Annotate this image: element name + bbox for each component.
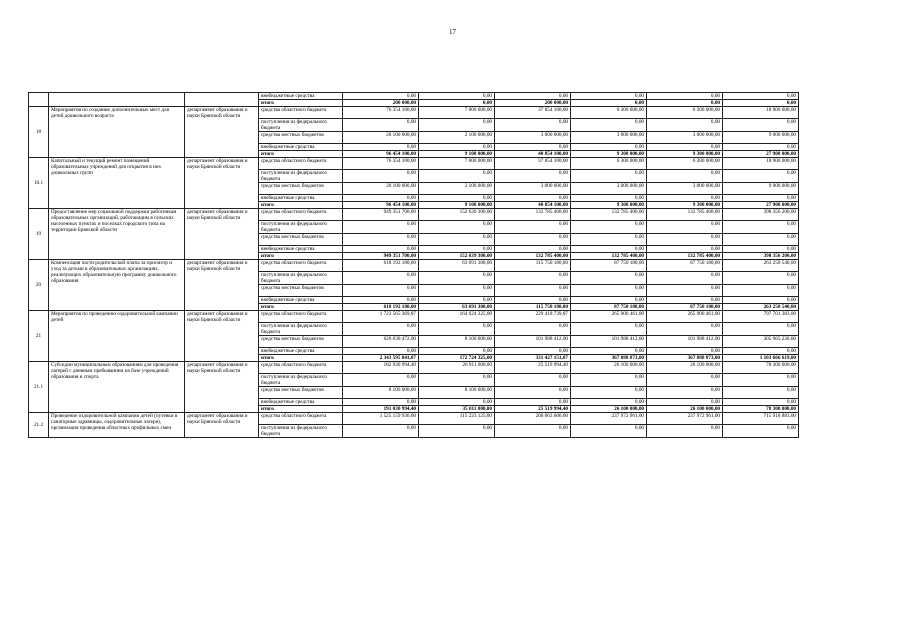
amount-cell: 0,00 xyxy=(647,246,723,253)
amount-cell: 0,00 xyxy=(495,246,571,253)
amount-cell: 715 918 883,00 xyxy=(723,413,799,425)
amount-cell: 0,00 xyxy=(419,246,495,253)
executor-cell xyxy=(185,93,259,107)
amount-cell: 0,00 xyxy=(647,272,723,285)
amount-cell: 9 100 000,00 xyxy=(419,151,495,158)
item-number-cell: 21.1 xyxy=(29,362,49,413)
amount-cell: 9 300 000,00 xyxy=(647,202,723,209)
amount-cell: 0,00 xyxy=(571,100,647,107)
amount-cell: 367 888 873,00 xyxy=(647,355,723,362)
amount-cell: 265 900 461,00 xyxy=(647,311,723,323)
amount-cell: 87 750 180,00 xyxy=(647,260,723,272)
amount-cell: 182 930 994,40 xyxy=(343,362,419,374)
amount-cell: 26 911 000,00 xyxy=(419,362,495,374)
funding-source-cell: итого xyxy=(259,100,343,107)
amount-cell: 0,00 xyxy=(495,323,571,336)
amount-cell: 132 785 400,00 xyxy=(495,209,571,221)
amount-cell: 6 300 000,00 xyxy=(571,158,647,170)
amount-cell: 37 854 100,00 xyxy=(495,158,571,170)
amount-cell: 0,00 xyxy=(571,323,647,336)
amount-cell: 0,00 xyxy=(571,246,647,253)
amount-cell: 0,00 xyxy=(495,234,571,246)
amount-cell: 0,00 xyxy=(419,285,495,297)
amount-cell: 0,00 xyxy=(571,285,647,297)
amount-cell: 0,00 xyxy=(647,348,723,355)
amount-cell: 164 624 325,00 xyxy=(419,311,495,323)
funding-source-cell: поступления из федерального бюджета xyxy=(259,323,343,336)
item-number-cell: 19 xyxy=(29,209,49,260)
funding-source-cell: средства местных бюджетов xyxy=(259,234,343,246)
amount-cell: 797 701 383,00 xyxy=(723,311,799,323)
amount-cell: 0,00 xyxy=(419,348,495,355)
executor-cell: департамент образования и науки Брянской области xyxy=(185,311,259,362)
amount-cell: 0,00 xyxy=(419,323,495,336)
item-name-cell: Компенсация части родительской платы за присмотр и уход за детьми в образовательных организациях, реализующих образовательную программу дошкольного образования xyxy=(49,260,185,311)
amount-cell: 0,00 xyxy=(343,272,419,285)
amount-cell: 620 030 472,00 xyxy=(343,336,419,348)
amount-cell: 1 723 565 369,87 xyxy=(343,311,419,323)
budget-table xyxy=(28,92,799,438)
amount-cell: 26 100 000,00 xyxy=(571,406,647,413)
amount-cell: 0,00 xyxy=(723,195,799,202)
amount-cell: 0,00 xyxy=(419,221,495,234)
amount-cell: 0,00 xyxy=(723,170,799,183)
funding-source-cell: средства местных бюджетов xyxy=(259,132,343,144)
amount-cell: 0,00 xyxy=(495,170,571,183)
funding-source-cell: поступления из федерального бюджета xyxy=(259,221,343,234)
amount-cell: 132 785 400,00 xyxy=(647,253,723,260)
amount-cell: 0,00 xyxy=(723,348,799,355)
amount-cell: 0,00 xyxy=(647,323,723,336)
amount-cell: 8 100 000,00 xyxy=(419,387,495,399)
table-row xyxy=(29,107,799,119)
amount-cell: 0,00 xyxy=(419,297,495,304)
amount-cell: 18 900 000,00 xyxy=(723,158,799,170)
amount-cell: 7 000 000,00 xyxy=(419,107,495,119)
amount-cell: 132 785 400,00 xyxy=(571,209,647,221)
amount-cell: 0,00 xyxy=(495,399,571,406)
item-number-cell: 20 xyxy=(29,260,49,311)
amount-cell: 0,00 xyxy=(571,170,647,183)
amount-cell: 0,00 xyxy=(343,144,419,151)
item-number-cell xyxy=(29,93,49,107)
amount-cell: 0,00 xyxy=(571,195,647,202)
amount-cell: 0,00 xyxy=(343,285,419,297)
funding-source-cell: средства местных бюджетов xyxy=(259,387,343,399)
amount-cell: 9 300 000,00 xyxy=(571,151,647,158)
executor-cell: департамент образования и науки Брянской области xyxy=(185,362,259,413)
amount-cell: 0,00 xyxy=(723,246,799,253)
amount-cell: 0,00 xyxy=(647,170,723,183)
amount-cell: 7 000 000,00 xyxy=(419,158,495,170)
funding-source-cell: средства областного бюджета xyxy=(259,311,343,323)
amount-cell: 305 965 236,00 xyxy=(723,336,799,348)
amount-cell: 398 356 200,00 xyxy=(723,209,799,221)
amount-cell: 26 100 000,00 xyxy=(647,362,723,374)
amount-cell: 9 300 000,00 xyxy=(647,151,723,158)
amount-cell: 0,00 xyxy=(647,100,723,107)
amount-cell: 0,00 xyxy=(495,425,571,438)
amount-cell: 0,00 xyxy=(723,285,799,297)
amount-cell: 331 427 151,87 xyxy=(495,355,571,362)
amount-cell: 3 000 000,00 xyxy=(647,132,723,144)
amount-cell: 87 750 180,00 xyxy=(647,304,723,311)
amount-cell: 0,00 xyxy=(495,195,571,202)
executor-cell: департамент образования и науки Брянской области xyxy=(185,209,259,260)
amount-cell: 8 100 000,00 xyxy=(343,387,419,399)
funding-source-cell: поступления из федерального бюджета xyxy=(259,374,343,387)
amount-cell: 0,00 xyxy=(571,348,647,355)
amount-cell: 87 750 180,00 xyxy=(571,260,647,272)
amount-cell: 2 100 000,00 xyxy=(419,132,495,144)
amount-cell: 76 354 100,00 xyxy=(343,107,419,119)
item-name-cell: Мероприятия по проведению оздоровительной кампании детей xyxy=(49,311,185,362)
amount-cell: 25 519 994,40 xyxy=(495,362,571,374)
funding-source-cell: внебюджетные средства xyxy=(259,246,343,253)
amount-cell: 3 000 000,00 xyxy=(571,132,647,144)
amount-cell: 26 100 000,00 xyxy=(647,406,723,413)
funding-source-cell: итого xyxy=(259,253,343,260)
amount-cell: 0,00 xyxy=(571,374,647,387)
item-name-cell: Предоставление мер социальной поддержки работникам образовательных организаций, работающим в сельских населенных пунктах и поселках городского типа на территории Брянской области xyxy=(49,209,185,260)
amount-cell: 0,00 xyxy=(495,93,571,100)
funding-source-cell: итого xyxy=(259,304,343,311)
amount-cell: 0,00 xyxy=(723,100,799,107)
amount-cell: 9 300 000,00 xyxy=(571,202,647,209)
table-row xyxy=(29,158,799,170)
table-body xyxy=(29,93,799,438)
amount-cell: 200 000,00 xyxy=(495,100,571,107)
amount-cell: 0,00 xyxy=(495,285,571,297)
amount-cell: 6 300 000,00 xyxy=(647,158,723,170)
amount-cell: 0,00 xyxy=(723,93,799,100)
funding-source-cell: средства местных бюджетов xyxy=(259,183,343,195)
funding-source-cell: средства областного бюджета xyxy=(259,362,343,374)
amount-cell: 0,00 xyxy=(495,272,571,285)
funding-source-cell: средства областного бюджета xyxy=(259,260,343,272)
amount-cell: 949 351 700,00 xyxy=(343,253,419,260)
amount-cell: 618 192 180,00 xyxy=(343,304,419,311)
amount-cell: 618 192 180,00 xyxy=(343,260,419,272)
amount-cell: 132 785 400,00 xyxy=(647,209,723,221)
funding-source-cell: поступления из федерального бюджета xyxy=(259,272,343,285)
amount-cell: 0,00 xyxy=(723,297,799,304)
amount-cell: 0,00 xyxy=(723,221,799,234)
amount-cell: 0,00 xyxy=(571,221,647,234)
amount-cell: 152 639 300,00 xyxy=(419,209,495,221)
amount-cell: 3 000 000,00 xyxy=(647,183,723,195)
amount-cell: 263 250 540,00 xyxy=(723,304,799,311)
amount-cell: 949 351 700,00 xyxy=(343,209,419,221)
amount-cell: 101 988 412,00 xyxy=(495,336,571,348)
amount-cell: 0,00 xyxy=(647,119,723,132)
amount-cell: 27 900 000,00 xyxy=(723,151,799,158)
amount-cell: 0,00 xyxy=(571,425,647,438)
amount-cell: 27 900 000,00 xyxy=(723,202,799,209)
amount-cell: 0,00 xyxy=(571,272,647,285)
executor-cell: департамент образования и науки Брянской области xyxy=(185,158,259,209)
amount-cell: 152 639 300,00 xyxy=(419,253,495,260)
amount-cell: 96 454 100,00 xyxy=(343,202,419,209)
funding-source-cell: итого xyxy=(259,406,343,413)
item-number-cell: 21 xyxy=(29,311,49,362)
funding-source-cell: средства местных бюджетов xyxy=(259,285,343,297)
table-row xyxy=(29,260,799,272)
item-name-cell xyxy=(49,93,185,107)
table-row xyxy=(29,362,799,374)
amount-cell: 172 724 325,00 xyxy=(419,355,495,362)
amount-cell: 0,00 xyxy=(419,234,495,246)
amount-cell: 2 343 595 841,87 xyxy=(343,355,419,362)
amount-cell: 0,00 xyxy=(495,387,571,399)
amount-cell: 0,00 xyxy=(723,144,799,151)
amount-cell: 200 063 606,00 xyxy=(495,413,571,425)
amount-cell: 96 454 100,00 xyxy=(343,151,419,158)
amount-cell: 0,00 xyxy=(647,221,723,234)
amount-cell: 0,00 xyxy=(419,100,495,107)
table-row xyxy=(29,209,799,221)
amount-cell: 0,00 xyxy=(571,144,647,151)
amount-cell: 398 356 200,00 xyxy=(723,253,799,260)
item-name-cell: Мероприятия по созданию дополнительных мест для детей дошкольного возраста xyxy=(49,107,185,158)
amount-cell: 87 750 180,00 xyxy=(571,304,647,311)
funding-source-cell: итого xyxy=(259,202,343,209)
funding-source-cell: внебюджетные средства xyxy=(259,348,343,355)
amount-cell: 0,00 xyxy=(343,246,419,253)
funding-source-cell: внебюджетные средства xyxy=(259,399,343,406)
amount-cell: 0,00 xyxy=(647,144,723,151)
item-number-cell: 18.1 xyxy=(29,158,49,209)
amount-cell: 0,00 xyxy=(571,93,647,100)
amount-cell: 0,00 xyxy=(571,399,647,406)
amount-cell: 237 972 961,00 xyxy=(571,413,647,425)
amount-cell: 6 300 000,00 xyxy=(647,107,723,119)
amount-cell: 18 900 000,00 xyxy=(723,107,799,119)
amount-cell: 0,00 xyxy=(495,221,571,234)
amount-cell: 3 000 000,00 xyxy=(571,183,647,195)
amount-cell: 265 900 461,00 xyxy=(571,311,647,323)
amount-cell: 0,00 xyxy=(571,297,647,304)
amount-cell: 0,00 xyxy=(419,425,495,438)
page-number: 17 xyxy=(449,28,456,36)
amount-cell: 0,00 xyxy=(419,93,495,100)
amount-cell: 0,00 xyxy=(343,234,419,246)
amount-cell: 0,00 xyxy=(343,221,419,234)
amount-cell: 115 223 125,00 xyxy=(419,413,495,425)
amount-cell: 115 750 180,00 xyxy=(495,260,571,272)
item-number-cell: 21.2 xyxy=(29,413,49,438)
amount-cell: 0,00 xyxy=(343,374,419,387)
amount-cell: 0,00 xyxy=(571,119,647,132)
amount-cell: 35 011 000,00 xyxy=(419,406,495,413)
amount-cell: 0,00 xyxy=(647,234,723,246)
amount-cell: 0,00 xyxy=(495,348,571,355)
amount-cell: 8 100 000,00 xyxy=(419,336,495,348)
amount-cell: 0,00 xyxy=(419,374,495,387)
amount-cell: 0,00 xyxy=(723,119,799,132)
amount-cell: 6 300 000,00 xyxy=(571,107,647,119)
amount-cell: 0,00 xyxy=(647,399,723,406)
amount-cell: 0,00 xyxy=(647,425,723,438)
funding-source-cell: итого xyxy=(259,151,343,158)
amount-cell: 20 100 000,00 xyxy=(343,183,419,195)
amount-cell: 0,00 xyxy=(723,272,799,285)
amount-cell: 40 854 100,00 xyxy=(495,151,571,158)
table-row xyxy=(29,93,799,100)
amount-cell: 78 300 000,00 xyxy=(723,362,799,374)
amount-cell: 237 972 961,00 xyxy=(647,413,723,425)
amount-cell: 101 988 412,00 xyxy=(571,336,647,348)
amount-cell: 0,00 xyxy=(343,297,419,304)
executor-cell: департамент образования и науки Брянской области xyxy=(185,107,259,158)
amount-cell: 25 519 994,40 xyxy=(495,406,571,413)
funding-source-cell: внебюджетные средства xyxy=(259,195,343,202)
table-row xyxy=(29,413,799,425)
amount-cell: 0,00 xyxy=(419,119,495,132)
amount-cell: 20 100 000,00 xyxy=(343,132,419,144)
amount-cell: 132 785 400,00 xyxy=(571,253,647,260)
funding-source-cell: поступления из федерального бюджета xyxy=(259,119,343,132)
amount-cell: 9 000 000,00 xyxy=(723,132,799,144)
amount-cell: 0,00 xyxy=(343,323,419,336)
amount-cell: 0,00 xyxy=(647,297,723,304)
amount-cell: 78 300 000,00 xyxy=(723,406,799,413)
amount-cell: 9 000 000,00 xyxy=(723,183,799,195)
executor-cell: департамент образования и науки Брянской области xyxy=(185,260,259,311)
amount-cell: 0,00 xyxy=(647,374,723,387)
amount-cell: 2 100 000,00 xyxy=(419,183,495,195)
item-name-cell: Капитальный и текущий ремонт помещений образовательных учреждений для открытия в них дошкольных групп xyxy=(49,158,185,209)
amount-cell: 0,00 xyxy=(343,119,419,132)
funding-source-cell: средства областного бюджета xyxy=(259,158,343,170)
amount-cell: 0,00 xyxy=(571,387,647,399)
amount-cell: 0,00 xyxy=(723,387,799,399)
amount-cell: 0,00 xyxy=(419,144,495,151)
table-row xyxy=(29,311,799,323)
funding-source-cell: средства областного бюджета xyxy=(259,209,343,221)
amount-cell: 0,00 xyxy=(723,323,799,336)
amount-cell: 0,00 xyxy=(419,272,495,285)
funding-source-cell: внебюджетные средства xyxy=(259,144,343,151)
amount-cell: 0,00 xyxy=(343,425,419,438)
amount-cell: 367 888 873,00 xyxy=(571,355,647,362)
funding-source-cell: внебюджетные средства xyxy=(259,93,343,100)
amount-cell: 63 691 300,00 xyxy=(419,260,495,272)
amount-cell: 0,00 xyxy=(343,93,419,100)
amount-cell: 229 418 739,87 xyxy=(495,311,571,323)
amount-cell: 3 000 000,00 xyxy=(495,132,571,144)
amount-cell: 0,00 xyxy=(647,195,723,202)
amount-cell: 40 854 100,00 xyxy=(495,202,571,209)
amount-cell: 0,00 xyxy=(647,93,723,100)
funding-source-cell: внебюджетные средства xyxy=(259,297,343,304)
amount-cell: 9 100 000,00 xyxy=(419,202,495,209)
amount-cell: 263 250 540,00 xyxy=(723,260,799,272)
funding-source-cell: поступления из федерального бюджета xyxy=(259,170,343,183)
amount-cell: 0,00 xyxy=(723,425,799,438)
amount-cell: 0,00 xyxy=(419,399,495,406)
amount-cell: 0,00 xyxy=(495,119,571,132)
amount-cell: 0,00 xyxy=(343,348,419,355)
amount-cell: 0,00 xyxy=(419,170,495,183)
amount-cell: 26 100 000,00 xyxy=(571,362,647,374)
amount-cell: 191 030 994,40 xyxy=(343,406,419,413)
executor-cell: департамент образования и науки Брянской области xyxy=(185,413,259,438)
amount-cell: 63 691 300,00 xyxy=(419,304,495,311)
amount-cell: 1 103 666 619,00 xyxy=(723,355,799,362)
amount-cell: 3 000 000,00 xyxy=(495,183,571,195)
amount-cell: 115 750 180,00 xyxy=(495,304,571,311)
amount-cell: 0,00 xyxy=(343,170,419,183)
funding-source-cell: средства местных бюджетов xyxy=(259,336,343,348)
amount-cell: 0,00 xyxy=(343,399,419,406)
amount-cell: 0,00 xyxy=(495,297,571,304)
amount-cell: 0,00 xyxy=(723,234,799,246)
funding-source-cell: итого xyxy=(259,355,343,362)
item-number-cell: 18 xyxy=(29,107,49,158)
item-name-cell: Субсидии муниципальным образованиям для проведения лагерей с дневным пребыванием на базе учреждений образования и спорта xyxy=(49,362,185,413)
amount-cell: 0,00 xyxy=(723,374,799,387)
amount-cell: 0,00 xyxy=(723,399,799,406)
amount-cell: 0,00 xyxy=(495,144,571,151)
amount-cell: 132 785 400,00 xyxy=(495,253,571,260)
amount-cell: 0,00 xyxy=(419,195,495,202)
amount-cell: 0,00 xyxy=(571,234,647,246)
amount-cell: 0,00 xyxy=(647,387,723,399)
amount-cell: 1 525 159 936,00 xyxy=(343,413,419,425)
amount-cell: 0,00 xyxy=(343,195,419,202)
funding-source-cell: средства областного бюджета xyxy=(259,413,343,425)
item-name-cell: Проведение оздоровительной кампании детей (путевки в санаторные здравницы, оздоровительные лагеря), организация проведения областных профильных смен xyxy=(49,413,185,438)
funding-source-cell: поступления из федерального бюджета xyxy=(259,425,343,438)
funding-source-cell: средства областного бюджета xyxy=(259,107,343,119)
amount-cell: 101 988 412,00 xyxy=(647,336,723,348)
amount-cell: 200 000,00 xyxy=(343,100,419,107)
amount-cell: 0,00 xyxy=(495,374,571,387)
amount-cell: 76 354 100,00 xyxy=(343,158,419,170)
amount-cell: 37 854 100,00 xyxy=(495,107,571,119)
amount-cell: 0,00 xyxy=(647,285,723,297)
